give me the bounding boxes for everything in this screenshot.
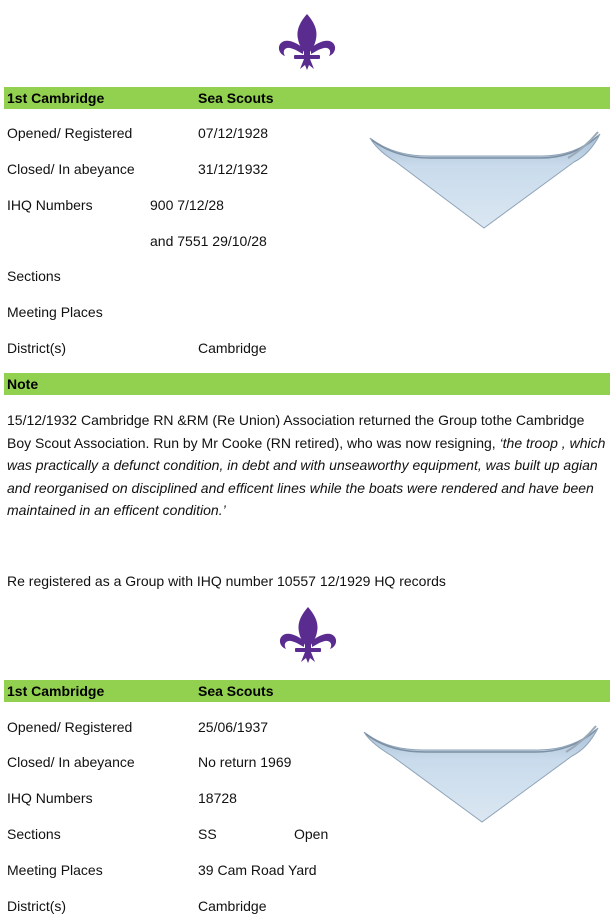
group-header-bar xyxy=(4,87,610,109)
group-type: Sea Scouts xyxy=(198,683,274,699)
note-body: 15/12/1932 Cambridge RN &RM (Re Union) Association returned the Group tothe Cambridge Boy Scout Association. Run by Mr Cooke (RN retired), who was now resigning, xyxy=(7,412,585,451)
fleur-de-lis-icon xyxy=(277,605,339,665)
sections-label: Sections xyxy=(7,826,61,842)
ihq-label: IHQ Numbers xyxy=(7,197,93,213)
opened-label: Opened/ Registered xyxy=(7,719,133,735)
sections-value: SS xyxy=(198,826,217,842)
opened-value: 07/12/1928 xyxy=(198,125,269,141)
fleur-de-lis-icon xyxy=(276,12,338,72)
group-name: 1st Cambridge xyxy=(7,683,105,699)
note-label: Note xyxy=(7,376,39,392)
closed-value: No return 1969 xyxy=(198,754,292,770)
group-type: Sea Scouts xyxy=(198,90,274,106)
meeting-value: 39 Cam Road Yard xyxy=(198,862,317,878)
closed-label: Closed/ In abeyance xyxy=(7,161,135,177)
sections-label: Sections xyxy=(7,268,61,284)
meeting-label: Meeting Places xyxy=(7,304,103,320)
district-value: Cambridge xyxy=(198,898,267,914)
closed-value: 31/12/1932 xyxy=(198,161,269,177)
ihq-value: 900 7/12/28 xyxy=(150,197,224,213)
sections-status: Open xyxy=(294,826,329,842)
group-name: 1st Cambridge xyxy=(7,90,105,106)
district-label: District(s) xyxy=(7,898,67,914)
note-quote: ‘the troop , which was practically a defunct condition, in debt and with unseaworthy equipment, was built up agian and reorganised on disciplined and efficent lines while the boats were rendered and have been maintained in an efficent condition.’ xyxy=(7,434,606,518)
note-text xyxy=(7,409,607,522)
district-label: District(s) xyxy=(7,340,67,356)
opened-value: 25/06/1937 xyxy=(198,719,269,735)
ihq-label: IHQ Numbers xyxy=(7,790,93,806)
neckerchief-icon xyxy=(368,128,602,232)
reregistered-text: Re registered as a Group with IHQ number 10557 12/1929 HQ records xyxy=(7,573,446,589)
ihq-value: 18728 xyxy=(198,790,237,806)
opened-label: Opened/ Registered xyxy=(7,125,133,141)
district-value: Cambridge xyxy=(198,340,267,356)
group-header-bar xyxy=(4,680,610,702)
neckerchief-icon xyxy=(362,722,600,826)
note-header-bar xyxy=(4,373,610,395)
meeting-label: Meeting Places xyxy=(7,862,103,878)
ihq-value-2: and 7551 29/10/28 xyxy=(150,233,267,249)
closed-label: Closed/ In abeyance xyxy=(7,754,135,770)
